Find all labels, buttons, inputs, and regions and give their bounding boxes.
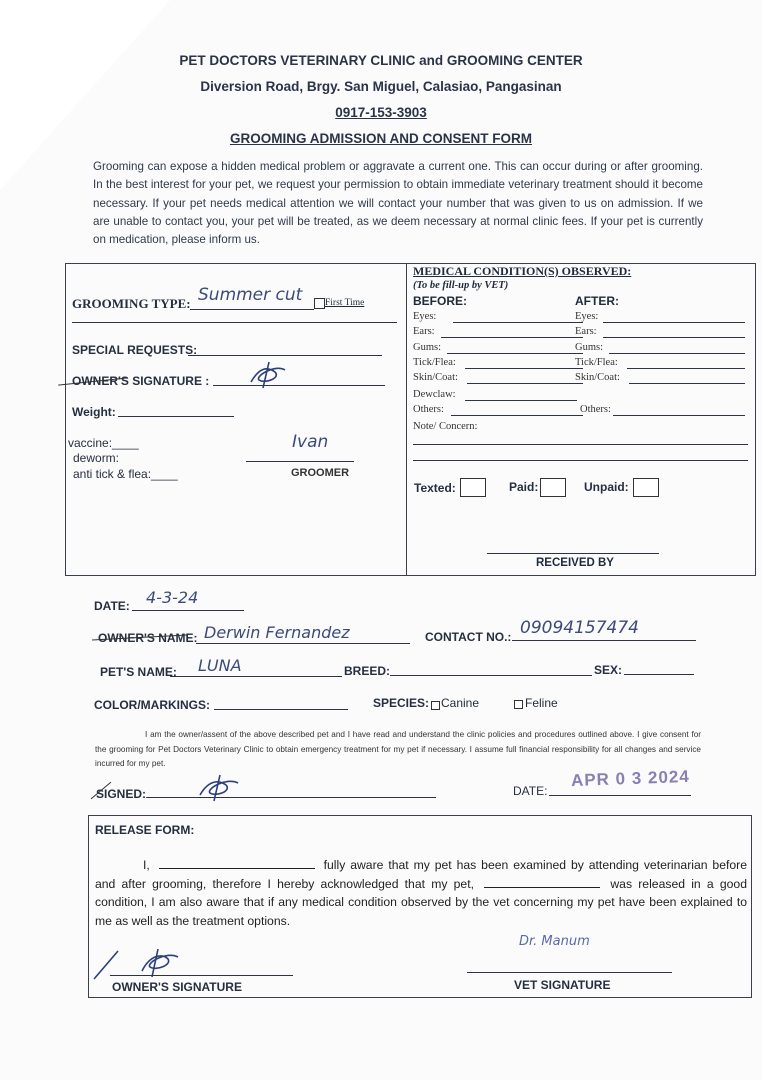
paid-checkbox[interactable] bbox=[540, 478, 566, 497]
owner-signature-label: OWNER'S SIGNATURE : bbox=[72, 374, 210, 388]
color-line[interactable] bbox=[214, 709, 348, 710]
vaccine-label: vaccine:____ bbox=[68, 436, 139, 450]
before-label: BEFORE: bbox=[413, 294, 467, 308]
consent-date-label: DATE: bbox=[513, 784, 548, 798]
sex-label: SEX: bbox=[594, 663, 623, 677]
release-pet-blank[interactable] bbox=[484, 875, 600, 888]
release-text-b: fully aware that my pet has been examined by attending veterinarian before and after grooming, therefore I hereby acknowledged that my pet, bbox=[95, 858, 747, 891]
signed-scribble bbox=[196, 773, 244, 803]
received-by-line[interactable] bbox=[487, 553, 659, 554]
special-requests-line[interactable] bbox=[188, 355, 382, 356]
owner-signature-line[interactable] bbox=[213, 385, 385, 386]
note-line-2[interactable] bbox=[413, 460, 748, 461]
date-line[interactable] bbox=[132, 610, 244, 611]
vet-handwriting: Dr. Manum bbox=[519, 934, 590, 949]
grooming-type-line bbox=[190, 309, 314, 310]
color-label: COLOR/MARKINGS: bbox=[94, 698, 210, 712]
after-item-label: Eyes: bbox=[575, 311, 599, 322]
note-line-1[interactable] bbox=[413, 444, 748, 445]
date-label: DATE: bbox=[94, 599, 130, 613]
feline-checkbox[interactable] bbox=[514, 700, 523, 709]
before-item-line[interactable] bbox=[451, 415, 583, 416]
before-item-line[interactable] bbox=[453, 322, 583, 323]
canine-checkbox[interactable] bbox=[431, 701, 440, 710]
before-item-line[interactable] bbox=[465, 368, 583, 369]
medical-subtitle: (To be fill-up by VET) bbox=[413, 280, 509, 291]
unpaid-checkbox[interactable] bbox=[633, 478, 659, 497]
before-item-line[interactable] bbox=[441, 337, 583, 338]
after-item-label: Gums: bbox=[575, 342, 604, 353]
first-time-checkbox[interactable] bbox=[314, 298, 325, 309]
breed-line[interactable] bbox=[390, 675, 592, 676]
contact-value: 09094157474 bbox=[520, 618, 639, 638]
grooming-type-value[interactable]: Summer cut bbox=[198, 285, 303, 305]
feline-label: Feline bbox=[525, 696, 558, 710]
groomer-name: Ivan bbox=[292, 432, 329, 452]
after-item-line[interactable] bbox=[603, 337, 745, 338]
medical-title: MEDICAL CONDITION(S) OBSERVED: bbox=[413, 264, 632, 278]
date-value: 4-3-24 bbox=[146, 588, 199, 607]
owner-name-label: OWNER'S NAME: bbox=[98, 631, 198, 645]
after-item-line[interactable] bbox=[613, 415, 745, 416]
sex-line[interactable] bbox=[624, 674, 694, 675]
unpaid-label: Unpaid: bbox=[584, 480, 629, 494]
signed-line[interactable] bbox=[146, 797, 436, 798]
form-title: GROOMING ADMISSION AND CONSENT FORM bbox=[230, 131, 532, 146]
owner-name-line[interactable] bbox=[196, 643, 410, 644]
paid-label: Paid: bbox=[509, 480, 539, 494]
date-stamp: APR 0 3 2024 bbox=[570, 766, 691, 791]
release-text-c: was released in a good condition, I am also aware that if any medical condition observed by the vet concerning my pet have been explained to me as well as the treatment options. bbox=[95, 876, 747, 928]
grooming-type-label: GROOMING TYPE: bbox=[72, 296, 191, 311]
release-owner-label: OWNER'S SIGNATURE bbox=[112, 980, 242, 994]
before-item-label: Ears: bbox=[413, 326, 435, 337]
after-item-line[interactable] bbox=[629, 383, 745, 384]
after-item-label: Skin/Coat: bbox=[575, 372, 620, 383]
after-item-line[interactable] bbox=[627, 368, 745, 369]
before-item-label: Others: bbox=[413, 404, 444, 415]
owner-name-value: Derwin Fernandez bbox=[204, 623, 350, 642]
breed-label: BREED: bbox=[344, 664, 391, 678]
release-owner-line[interactable] bbox=[110, 975, 293, 976]
special-requests-label: SPECIAL REQUESTS: bbox=[72, 343, 198, 357]
before-item-label: Skin/Coat: bbox=[413, 372, 458, 383]
clinic-phone: 0917-153-3903 bbox=[335, 105, 427, 120]
before-item-line[interactable] bbox=[467, 383, 583, 384]
contact-line[interactable] bbox=[512, 640, 696, 641]
grooming-type-line-2 bbox=[72, 322, 397, 323]
clinic-name: PET DOCTORS VETERINARY CLINIC and GROOMING CENTER bbox=[179, 53, 583, 68]
deworm-label: deworm: bbox=[73, 451, 120, 465]
after-item-label: Others: bbox=[580, 404, 611, 415]
box-divider bbox=[406, 263, 407, 575]
after-label: AFTER: bbox=[575, 294, 619, 308]
signed-label: SIGNED: bbox=[96, 787, 147, 801]
texted-label: Texted: bbox=[414, 481, 456, 495]
anti-tick-label: anti tick & flea:____ bbox=[73, 467, 178, 481]
consent-date-line[interactable] bbox=[549, 795, 691, 796]
before-item-line[interactable] bbox=[447, 353, 583, 354]
note-label: Note/ Concern: bbox=[413, 421, 478, 432]
clinic-address: Diversion Road, Brgy. San Miguel, Calasiao, Pangasinan bbox=[200, 79, 562, 94]
vet-signature-line[interactable] bbox=[467, 972, 672, 973]
after-item-line[interactable] bbox=[603, 322, 745, 323]
received-by-label: RECEIVED BY bbox=[536, 557, 614, 569]
before-item-label: Tick/Flea: bbox=[413, 357, 456, 368]
species-label: SPECIES: bbox=[373, 696, 430, 710]
before-item-line[interactable] bbox=[465, 400, 577, 401]
pet-name-value: LUNA bbox=[198, 656, 242, 675]
release-paragraph bbox=[95, 856, 747, 930]
before-item-label: Gums: bbox=[413, 342, 442, 353]
first-time-label: First Time bbox=[325, 298, 365, 308]
intro-paragraph: Grooming can expose a hidden medical problem or aggravate a current one. This can occur during or after grooming. In the best interest for your pet, we request your permission to obtain immediate veterinary treatment should it become necessary. If your pet needs medical attention we will contact your number that was given to us on admission. If we are unable to contact you, your pet will be treated, as we deem necessary at normal clinic fees. If your pet is currently on medication, please inform us. bbox=[93, 160, 703, 247]
before-item-label: Eyes: bbox=[413, 311, 437, 322]
pet-name-label: PET'S NAME: bbox=[100, 665, 177, 679]
after-item-label: Ears: bbox=[575, 326, 597, 337]
texted-checkbox[interactable] bbox=[460, 478, 486, 497]
before-item-label: Dewclaw: bbox=[413, 389, 456, 400]
vet-signature-label: VET SIGNATURE bbox=[514, 978, 611, 992]
weight-line[interactable] bbox=[118, 416, 234, 417]
groomer-line bbox=[246, 461, 354, 462]
release-owner-blank[interactable] bbox=[159, 856, 315, 869]
canine-label: Canine bbox=[441, 696, 480, 710]
release-title: RELEASE FORM: bbox=[95, 823, 195, 837]
release-text-a: I, bbox=[143, 858, 150, 872]
weight-label: Weight: bbox=[72, 405, 116, 419]
consent-text: I am the owner/assent of the above described pet and I have read and understand the clinic policies and procedures outlined above. I give consent for the grooming for Pet Doctors Veterinary Clinic to obtain emergency treatment for my pet if necessary. I assume full financial responsibility for all changes and service incurred for my pet. bbox=[95, 730, 701, 768]
pet-name-line[interactable] bbox=[170, 676, 342, 677]
groomer-label: GROOMER bbox=[291, 467, 350, 479]
owner-signature-scribble bbox=[245, 360, 293, 390]
after-item-line[interactable] bbox=[609, 353, 745, 354]
after-item-label: Tick/Flea: bbox=[575, 357, 618, 368]
contact-label: CONTACT NO.: bbox=[425, 630, 512, 644]
